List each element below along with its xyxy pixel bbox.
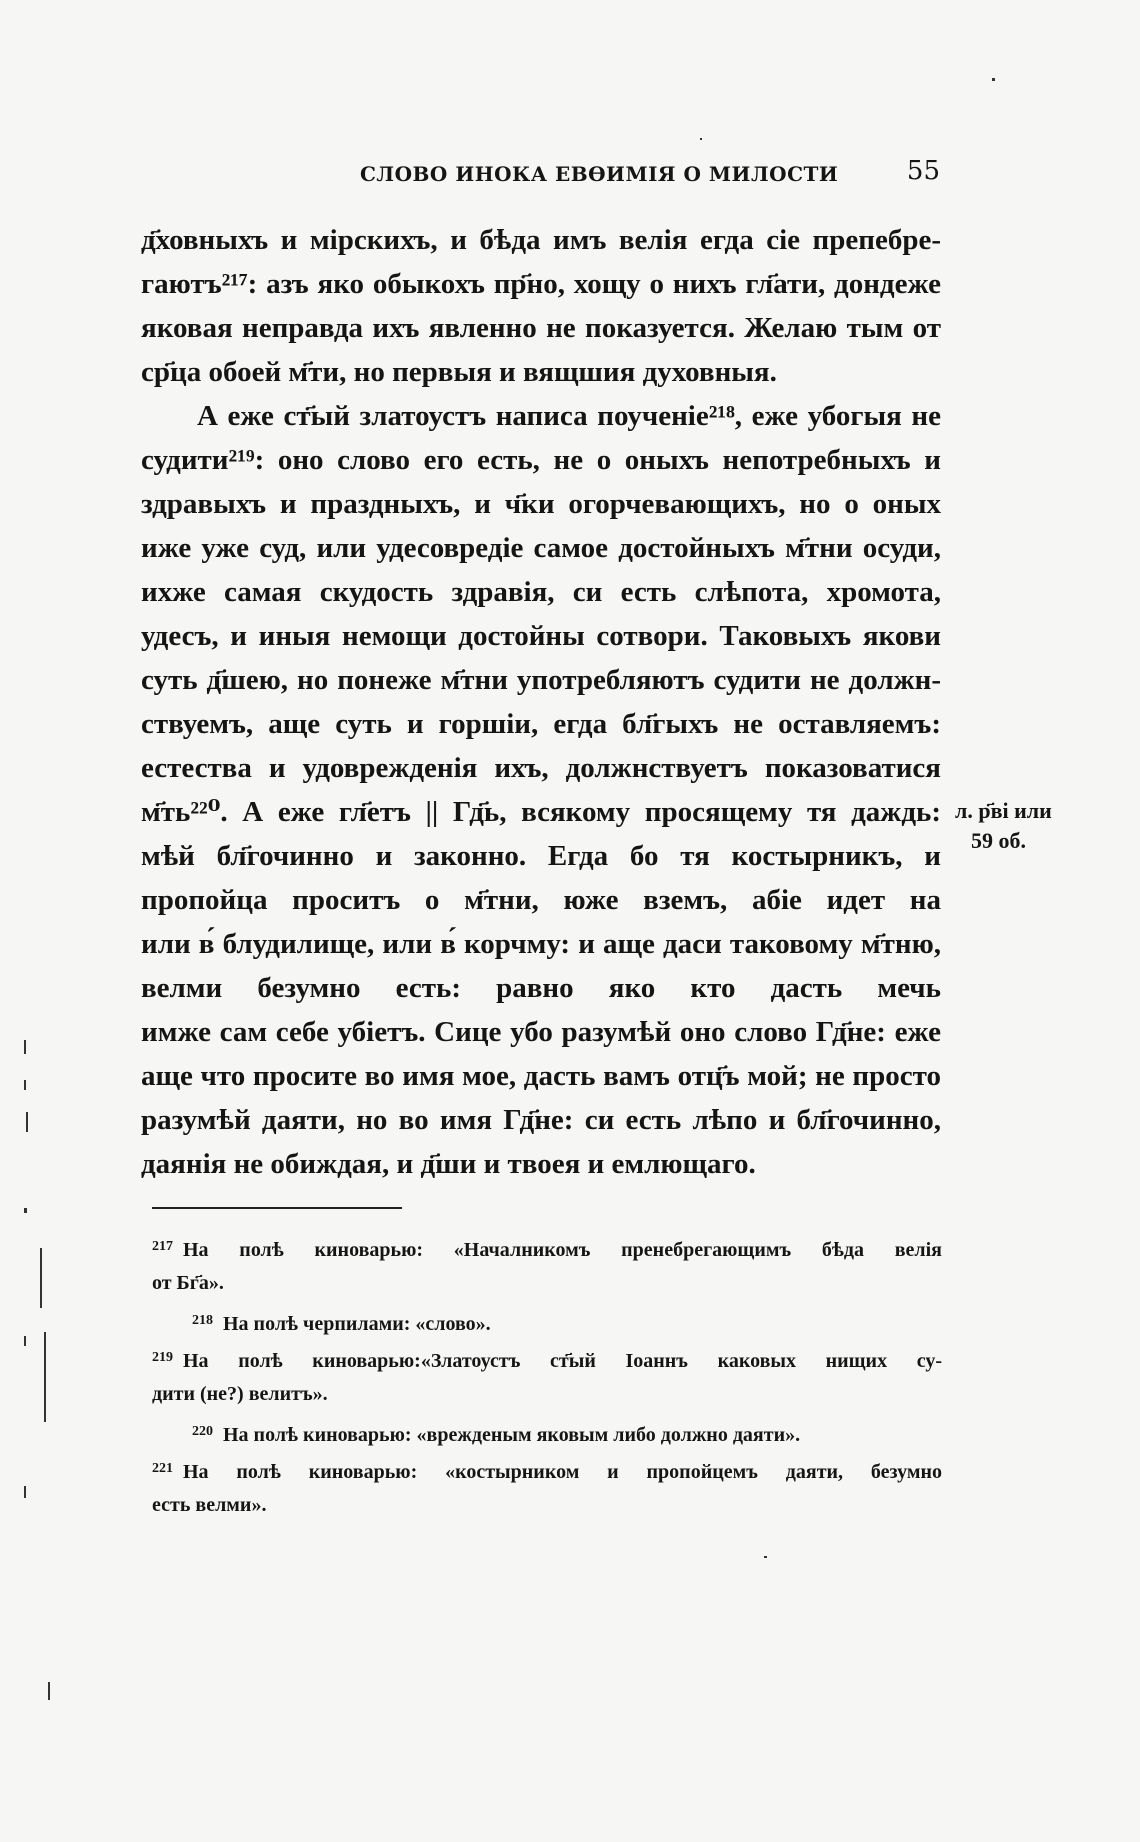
- main-text: [141, 218, 941, 1186]
- margin-note: [955, 796, 1085, 856]
- text-line: мѣй бл҃гочинно и законно. Егда бо тя костырникъ, и: [141, 840, 941, 872]
- text-line: естества и удовреждені͏я ихъ, должнствуетъ показоватися: [141, 752, 941, 784]
- text-line: ср҃ца обоей м҃ти, но первыя и вящшия духовныя.: [141, 356, 777, 388]
- footnote: [152, 1339, 942, 1376]
- footnote-number: 218: [192, 1313, 213, 1328]
- text-line: имже сам себе убіетъ. Сице убо разумѣй оно слово Гд҃не: еже: [141, 1016, 941, 1048]
- footnote-text: На полѣ киноварью: «Началникомъ пренебрегающимъ бѣда велія: [183, 1239, 942, 1261]
- scan-speck: [700, 138, 702, 140]
- margin-note-folio: л. р҃ві или: [955, 798, 1052, 823]
- text-line: даяні͏я не обиждая, и д҃ши и твоея и емлющаго.: [141, 1148, 756, 1180]
- text-line: велми безумно есть: равно яко кто дасть мечь: [141, 972, 941, 1004]
- footnote-text: На полѣ киноварью:«Златоустъ ст҃ый Іоаннъ каковых нищих су-: [183, 1350, 942, 1372]
- footnote-text: На полѣ черпилами: «слово».: [223, 1313, 491, 1335]
- text-line: яковая неправда ихъ явленно не показуется. Желаю тым от: [141, 312, 941, 344]
- text-line: аще что просите во имя мое, дасть вамъ отц҃ъ мой; не просто: [141, 1060, 941, 1092]
- footnote-continuation: от Бг҃а».: [152, 1272, 224, 1294]
- footnote: [152, 1228, 942, 1265]
- margin-note-page: 59 об.: [971, 828, 1026, 853]
- footnote-continuation: есть велми».: [152, 1494, 267, 1516]
- scan-speck: [764, 1556, 767, 1558]
- text-line: или в́ блудилище, или в́ корчму: и аще даси таковому м҃тню,: [141, 928, 941, 960]
- scan-speck: [44, 1332, 46, 1422]
- scan-speck: [40, 1248, 42, 1308]
- text-line: ствуемъ, аще суть и горшіи, егда бл҃гыхъ не оставляемъ:: [141, 708, 941, 740]
- page-header: [150, 156, 940, 192]
- footnote-number: 220: [192, 1424, 213, 1439]
- text-line: суть д҃шею, но понеже м҃тни употребляютъ судити не должн-: [141, 664, 941, 696]
- scan-speck: [24, 1208, 27, 1213]
- text-line: иже уже суд, или удесовредіе самое достойныхъ м҃тни осуди,: [141, 532, 941, 564]
- scan-speck: [992, 78, 995, 81]
- scan-speck: [24, 1336, 26, 1346]
- footnote-number: 219: [152, 1350, 173, 1365]
- paragraph-start-line: А еже ст҃ый златоустъ написа поученіе²¹⁸, еже убогыя не: [197, 400, 941, 432]
- footnote-text: На полѣ киноварью: «костырником и пропойцемъ даяти, безумно: [183, 1461, 942, 1483]
- text-line: здравыхъ и праздныхъ, и ч҃ки огорчевающихъ, но о оных: [141, 488, 941, 520]
- footnote: [152, 1413, 942, 1450]
- text-line: разумѣй даяти, но во имя Гд҃не: си есть лѣпо и бл҃гочинно,: [141, 1104, 941, 1136]
- text-line: ихже самая скудость здравія, си есть слѣпота, хромота,: [141, 576, 941, 608]
- footnote-number: 221: [152, 1461, 173, 1476]
- footnote: [152, 1450, 942, 1487]
- text-line: удесъ, и иныя немощи достойны сотвори. Таковыхъ якови: [141, 620, 941, 652]
- scan-speck: [48, 1682, 50, 1700]
- footnote-number: 217: [152, 1239, 173, 1254]
- text-line: м҃ть²²⁰. А еже гл҃етъ || Гд҃ь, всякому просящему тя даждь:: [141, 796, 941, 828]
- scan-speck: [26, 1112, 28, 1132]
- text-line: гаютъ²¹⁷: азъ яко обыкохъ пр҃но, хощу о нихъ гл҃ати, дондеже: [141, 268, 941, 300]
- footnote-text: На полѣ киноварью: «врежденым яковым либо должно даяти».: [223, 1424, 801, 1446]
- scan-speck: [24, 1080, 26, 1090]
- footnote: [152, 1302, 942, 1339]
- footnotes: [152, 1228, 942, 1524]
- page-number: 55: [906, 156, 940, 186]
- footnote-divider: [152, 1207, 402, 1209]
- text-line: пропойца проситъ о м҃тни, юже вземъ, абіе идет на: [141, 884, 941, 916]
- footnote-continuation: дити (не?) велитъ».: [152, 1383, 328, 1405]
- scan-speck: [24, 1040, 26, 1054]
- scan-speck: [24, 1486, 26, 1498]
- text-line: судити²¹⁹: оно слово его есть, не о оныхъ непотребныхъ и: [141, 444, 941, 476]
- running-title: СЛОВО ИНОКА ЕВѲИМІЯ О МИЛОСТИ: [360, 162, 839, 186]
- text-line: д҃ховныхъ и мірскихъ, и бѣда имъ велія егда сіе препебре-: [141, 224, 941, 256]
